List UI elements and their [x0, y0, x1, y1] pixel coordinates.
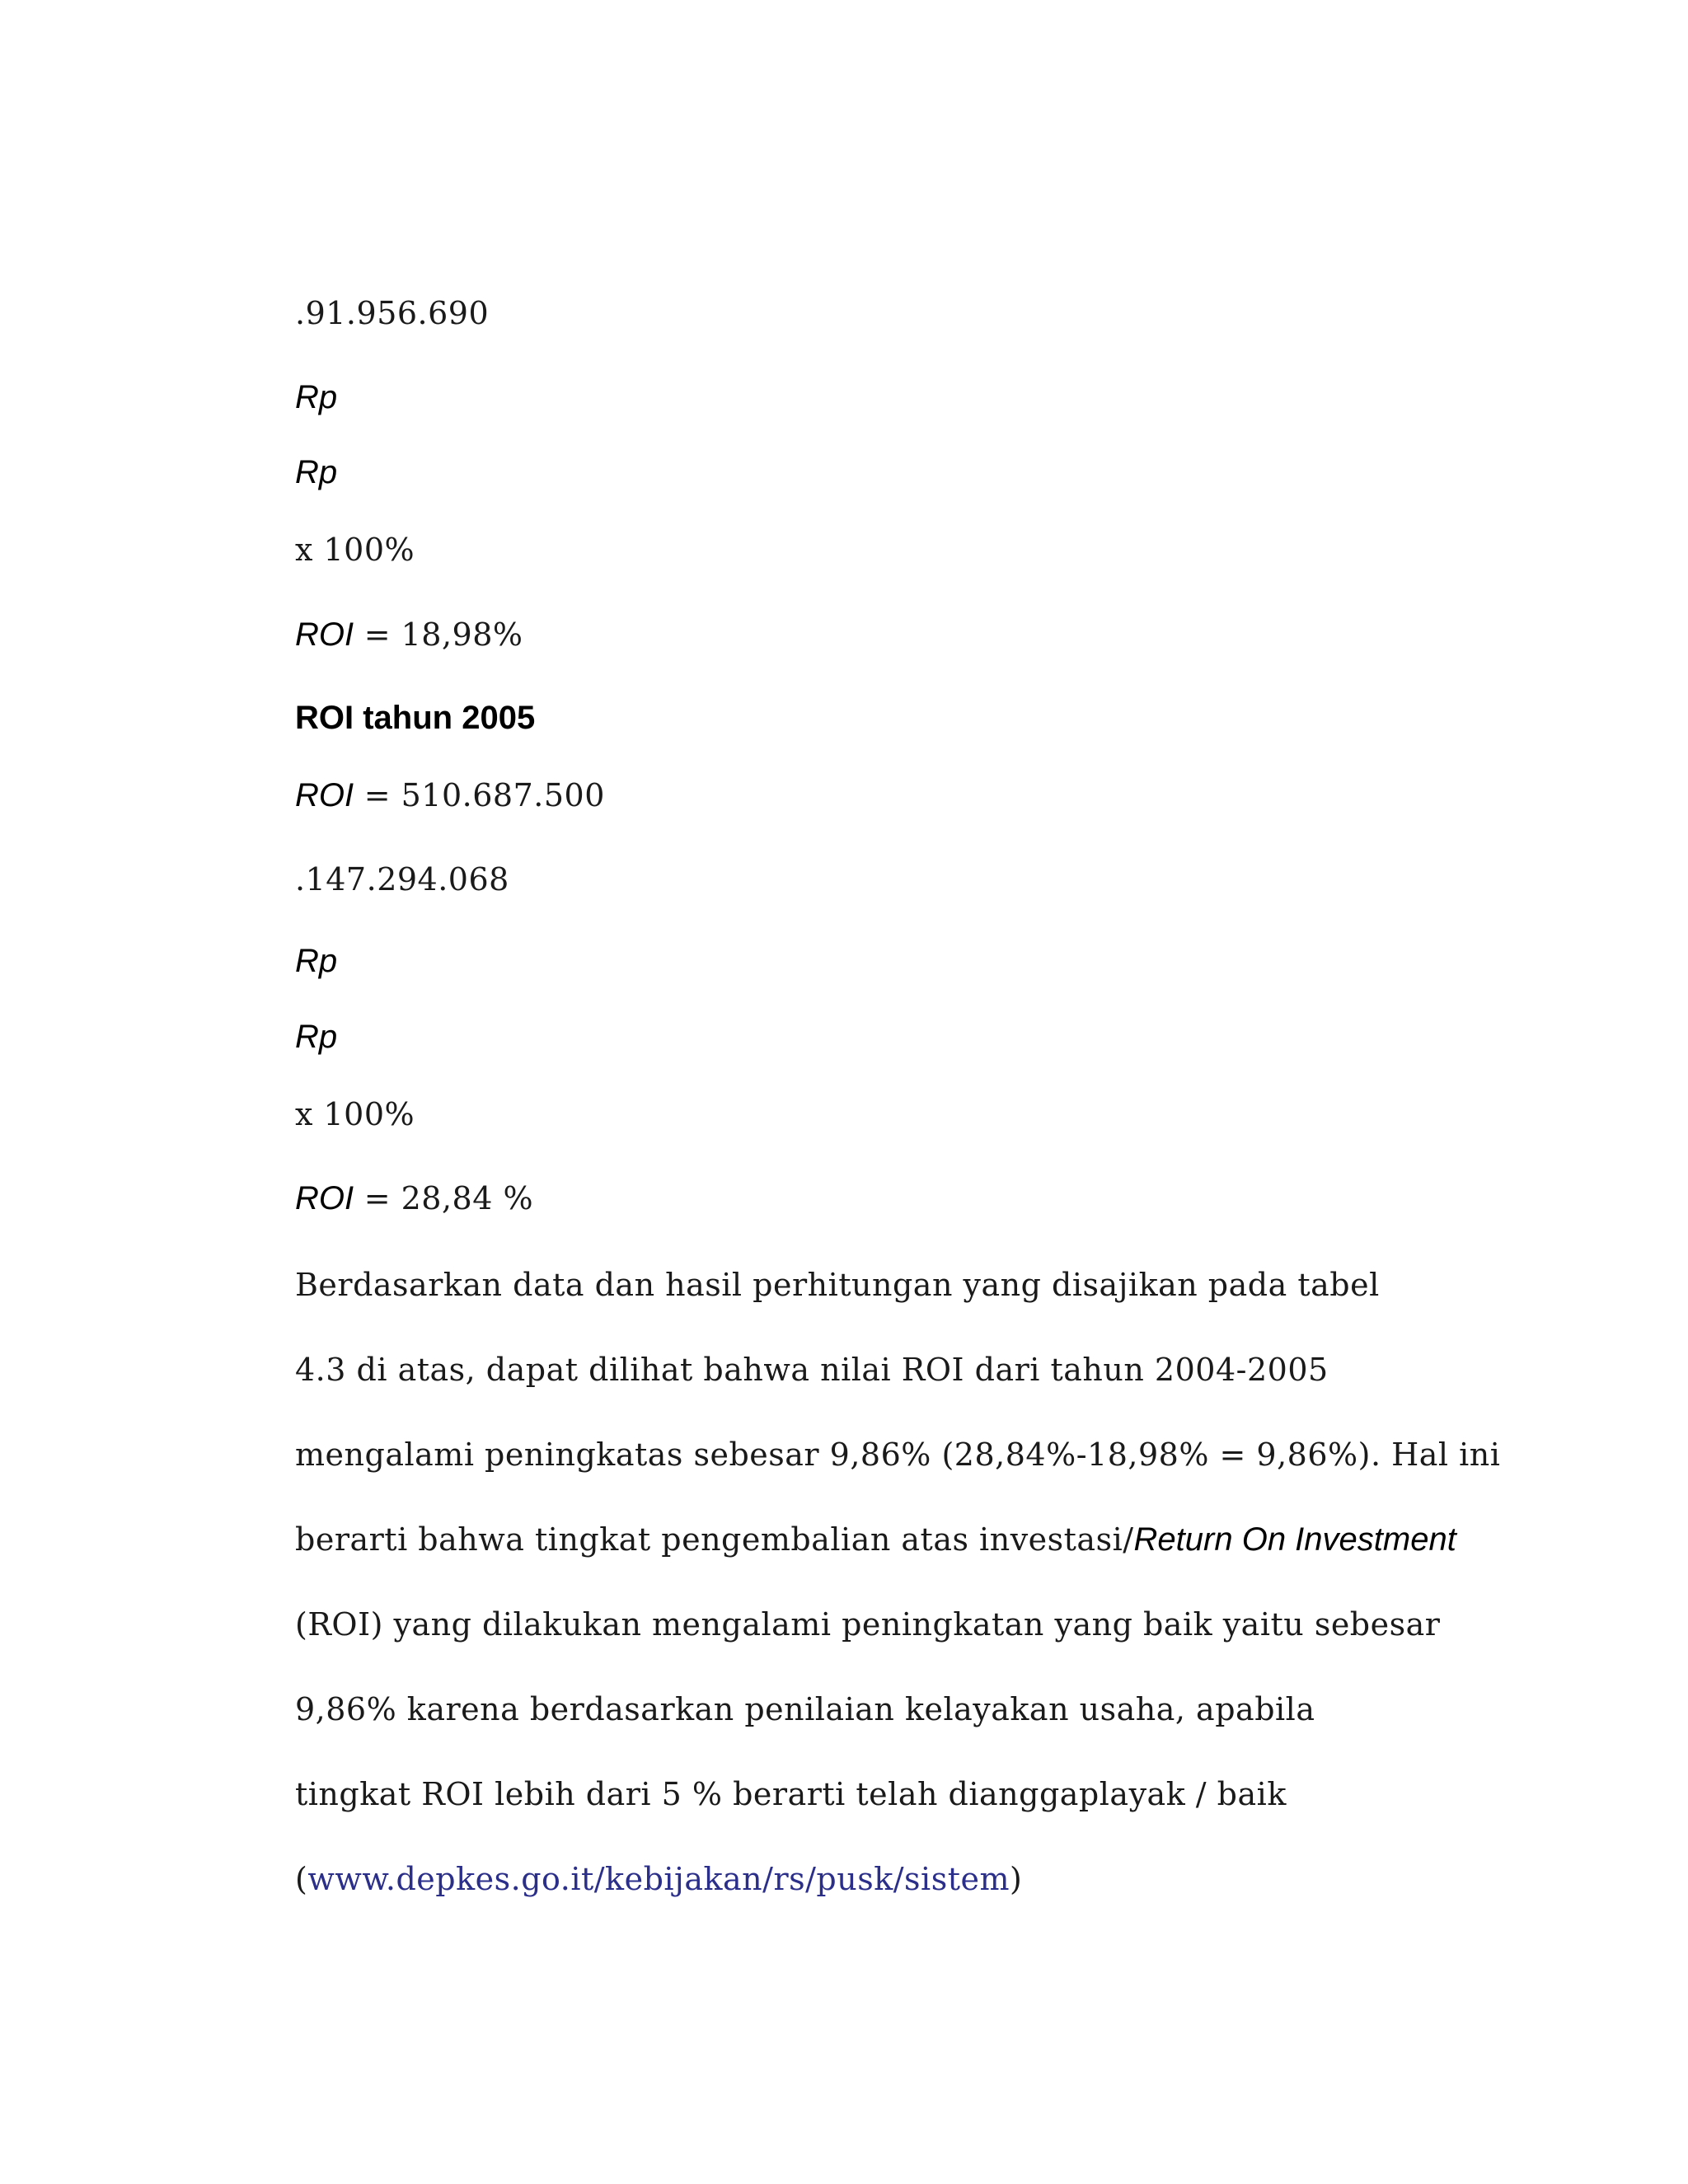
roi-label: ROI: [295, 777, 354, 813]
multiplier-text: x 100%: [295, 532, 415, 568]
roi-label: ROI: [295, 1180, 354, 1216]
currency-label: Rp: [295, 943, 338, 979]
roi-formula-2005: [295, 777, 605, 814]
roi-value: = 18,98%: [354, 616, 523, 653]
currency-label: Rp: [295, 379, 338, 415]
reference-link[interactable]: www.depkes.go.it/kebijakan/rs/pusk/sistem: [307, 1861, 1010, 1897]
paragraph-line: [295, 1521, 1456, 1558]
paragraph-text: berarti bahwa tingkat pengembalian atas investasi/: [295, 1521, 1134, 1558]
roi-value: = 28,84 %: [354, 1180, 534, 1216]
paragraph-line: mengalami peningkatas sebesar 9,86% (28,84%-18,98% = 9,86%). Hal ini: [295, 1436, 1501, 1473]
currency-label: Rp: [295, 1019, 338, 1055]
reference-line: [295, 1861, 1022, 1897]
section-heading: ROI tahun 2005: [295, 700, 536, 736]
currency-label: Rp: [295, 454, 338, 490]
denominator-value-2005: .147.294.068: [295, 861, 509, 898]
paragraph-line: tingkat ROI lebih dari 5 % berarti telah dianggaplayak / baik: [295, 1776, 1287, 1812]
paren-close: ): [1010, 1861, 1023, 1897]
multiplier-text: x 100%: [295, 1096, 415, 1132]
emphasis-term: Return On Investment: [1133, 1521, 1456, 1558]
paragraph-line: 9,86% karena berdasarkan penilaian kelayakan usaha, apabila: [295, 1691, 1315, 1727]
roi-numerator: = 510.687.500: [354, 777, 605, 813]
paragraph-line: 4.3 di atas, dapat dilihat bahwa nilai ROI dari tahun 2004-2005: [295, 1352, 1329, 1388]
numerator-value-2004: .91.956.690: [295, 295, 490, 331]
paragraph-line: (ROI) yang dilakukan mengalami peningkatan yang baik yaitu sebesar: [295, 1606, 1441, 1643]
roi-label: ROI: [295, 616, 354, 653]
paren-open: (: [295, 1861, 308, 1897]
roi-result-2005: [295, 1180, 533, 1217]
roi-result-2004: [295, 616, 523, 654]
paragraph-line: Berdasarkan data dan hasil perhitungan yang disajikan pada tabel: [295, 1267, 1380, 1303]
